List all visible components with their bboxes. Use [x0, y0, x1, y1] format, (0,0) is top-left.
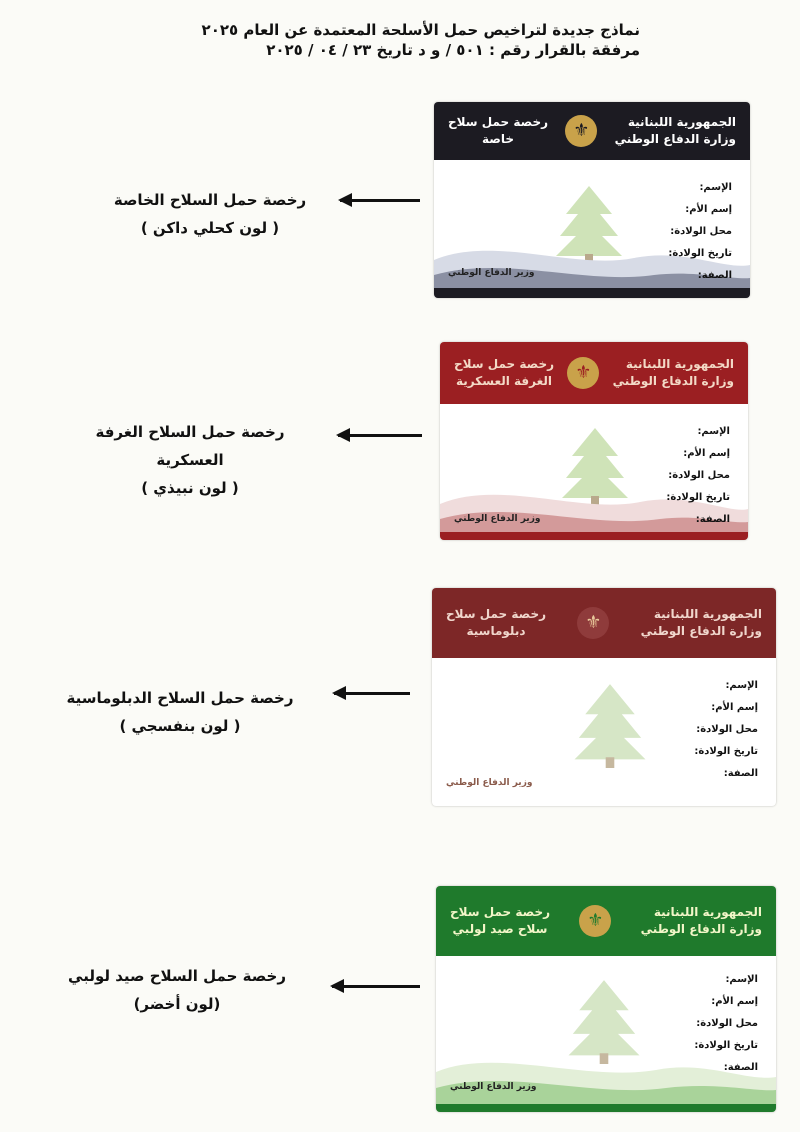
header-line-1: نماذج جديدة لتراخيص حمل الأسلحة المعتمدة عن العام ٢٠٢٥	[201, 21, 640, 39]
field-name: الإسم:	[725, 974, 758, 985]
arrow-icon	[338, 434, 422, 437]
minister-signature: وزير الدفاع الوطني	[446, 778, 533, 788]
field-status: الصفة:	[695, 514, 730, 525]
caption-private	[110, 186, 310, 242]
republic-label: الجمهورية اللبنانية	[653, 607, 762, 621]
ministry-label: وزارة الدفاع الوطني	[614, 132, 736, 146]
card-band	[434, 102, 750, 160]
license-card-military	[440, 342, 748, 540]
card-band	[432, 588, 776, 658]
ministry-label: وزارة الدفاع الوطني	[640, 922, 762, 936]
caption-color: (لون أخضر)	[133, 995, 221, 1013]
license-type-label: سلاح صيد لولبي	[452, 922, 548, 936]
issuer-block	[641, 904, 762, 938]
license-type-label: الغرفة العسكرية	[456, 374, 552, 388]
card-fields	[694, 680, 758, 790]
field-status: الصفة:	[697, 270, 732, 281]
field-mother-name: إسم الأم:	[683, 448, 730, 459]
republic-label: الجمهورية اللبنانية	[653, 905, 762, 919]
army-emblem-icon: ⚜	[579, 905, 611, 937]
ministry-label: وزارة الدفاع الوطني	[612, 374, 734, 388]
field-mother-name: إسم الأم:	[711, 702, 758, 713]
field-status: الصفة:	[723, 768, 758, 779]
caption-color: ( لون نبيذي )	[141, 479, 239, 497]
minister-signature: وزير الدفاع الوطني	[450, 1082, 537, 1092]
caption-diplomatic	[55, 684, 305, 740]
field-name: الإسم:	[697, 426, 730, 437]
minister-signature: وزير الدفاع الوطني	[448, 268, 535, 278]
license-type-label: خاصة	[481, 132, 515, 146]
republic-label: الجمهورية اللبنانية	[627, 115, 736, 129]
field-name: الإسم:	[699, 182, 732, 193]
caption-color: ( لون كحلي داكن )	[140, 219, 280, 237]
field-birthdate: تاريخ الولادة:	[668, 248, 732, 259]
issuer-block	[613, 356, 734, 390]
army-emblem-icon: ⚜	[565, 115, 597, 147]
field-birthdate: تاريخ الولادة:	[694, 1040, 758, 1051]
caption-color: ( لون بنفسجي )	[119, 717, 241, 735]
cedar-tree-icon	[572, 682, 648, 768]
caption-title: رخصة حمل السلاح الخاصة	[113, 191, 307, 209]
army-emblem-icon: ⚜	[567, 357, 599, 389]
field-birthplace: محل الولادة:	[670, 226, 732, 237]
license-type-block	[446, 606, 546, 640]
card-band	[440, 342, 748, 404]
caption-title: رخصة حمل السلاح الغرفة العسكرية	[95, 423, 285, 469]
caption-title: رخصة حمل السلاح الدبلوماسية	[66, 689, 294, 707]
card-fields	[666, 426, 730, 536]
caption-military	[60, 418, 320, 502]
license-type-block	[450, 904, 550, 938]
minister-signature: وزير الدفاع الوطني	[454, 514, 541, 524]
license-label: رخصة حمل سلاح	[454, 357, 554, 371]
arrow-icon	[340, 199, 420, 202]
card-fields	[694, 974, 758, 1084]
document-header	[202, 20, 640, 60]
license-card-hunting	[436, 886, 776, 1112]
field-mother-name: إسم الأم:	[685, 204, 732, 215]
issuer-block	[641, 606, 762, 640]
ministry-label: وزارة الدفاع الوطني	[640, 624, 762, 638]
card-band	[436, 886, 776, 956]
license-card-private	[434, 102, 750, 298]
field-birthdate: تاريخ الولادة:	[694, 746, 758, 757]
license-label: رخصة حمل سلاح	[448, 115, 548, 129]
license-label: رخصة حمل سلاح	[446, 607, 546, 621]
field-mother-name: إسم الأم:	[711, 996, 758, 1007]
caption-hunting	[62, 962, 292, 1018]
license-type-block	[448, 114, 548, 148]
arrow-icon	[332, 985, 420, 988]
field-name: الإسم:	[725, 680, 758, 691]
license-type-label: دبلوماسية	[466, 624, 526, 638]
caption-title: رخصة حمل السلاح صيد لولبي	[68, 967, 286, 985]
field-birthplace: محل الولادة:	[668, 470, 730, 481]
issuer-block	[615, 114, 736, 148]
license-card-diplomatic	[432, 588, 776, 806]
army-emblem-icon: ⚜	[577, 607, 609, 639]
field-birthplace: محل الولادة:	[696, 724, 758, 735]
header-line-2: مرفقة بالقرار رقم : ٥٠١ / و د تاريخ ٢٣ / ٠٤ / ٢٠٢٥	[266, 41, 640, 59]
card-fields	[668, 182, 732, 292]
field-birthplace: محل الولادة:	[696, 1018, 758, 1029]
field-birthdate: تاريخ الولادة:	[666, 492, 730, 503]
arrow-icon	[334, 692, 410, 695]
license-label: رخصة حمل سلاح	[450, 905, 550, 919]
republic-label: الجمهورية اللبنانية	[625, 357, 734, 371]
field-status: الصفة:	[723, 1062, 758, 1073]
license-type-block	[454, 356, 554, 390]
